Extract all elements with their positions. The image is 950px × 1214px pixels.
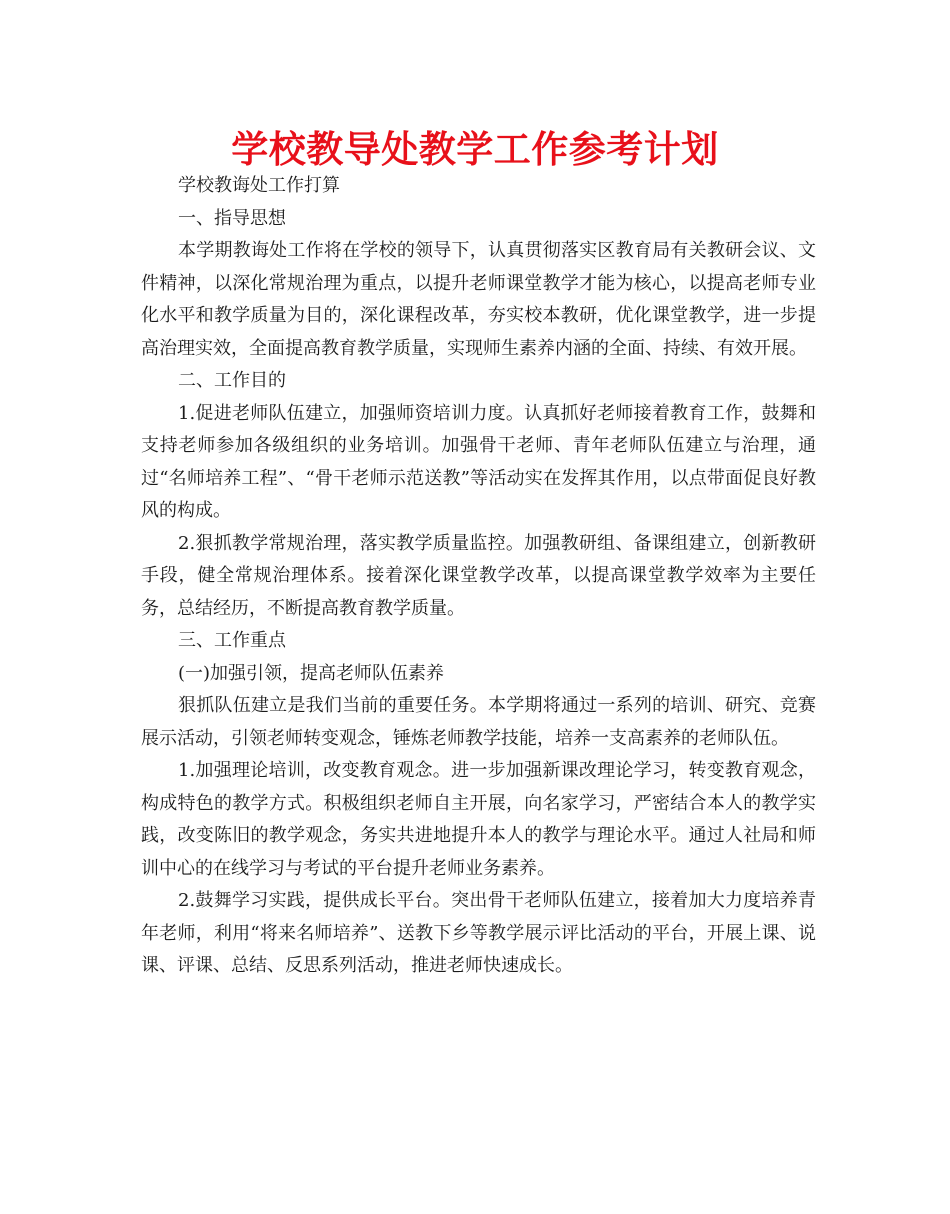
section-heading-work-goals: 二、工作目的: [178, 370, 286, 391]
paragraph: 狠抓队伍建立是我们当前的重要任务。本学期将通过一系列的培训、研究、竞赛展示活动，引领老师转变观念，锤炼老师教学技能，培养一支高素养的老师队伍。: [141, 695, 816, 749]
document-body: [141, 170, 816, 983]
paragraph: 2.鼓舞学习实践，提供成长平台。突出骨干老师队伍建立，接着加大力度培养青年老师，利用“将来名师培养”、送教下乡等教学展示评比活动的平台，开展上课、说课、评课、总结、反思系列活动，推进老师快速成长。: [141, 890, 816, 976]
paragraph: 2.狠抓教学常规治理，落实教学质量监控。加强教研组、备课组建立，创新教研手段，健全常规治理体系。接着深化课堂教学改革，以提高课堂教学效率为主要任务，总结经历，不断提高教育教学质量。: [141, 532, 816, 619]
document-title: 学校教导处教学工作参考计划: [231, 128, 719, 171]
paragraph: 本学期教诲处工作将在学校的领导下，认真贯彻落实区教育局有关教研会议、文件精神，以深化常规治理为重点，以提升老师课堂教学才能为核心，以提高老师专业化水平和教学质量为目的，深化课程改革，夯实校本教研，优化课堂教学，进一步提高治理实效，全面提高教育教学质量，实现师生素养内涵的全面、持续、有效开展。: [141, 240, 816, 359]
paragraph-subtitle: 学校教诲处工作打算: [178, 175, 340, 196]
paragraph: 1.加强理论培训，改变教育观念。进一步加强新课改理论学习，转变教育观念，构成特色的教学方式。积极组织老师自主开展，向名家学习，严密结合本人的教学实践，改变陈旧的教学观念，务实共进地提升本人的教学与理论水平。通过人社局和师训中心的在线学习与考试的平台提升老师业务素养。: [141, 760, 816, 879]
section-heading-work-focus: 三、工作重点: [178, 630, 286, 651]
section-heading-guiding-thought: 一、指导思想: [178, 207, 286, 229]
paragraph: 1.促进老师队伍建立，加强师资培训力度。认真抓好老师接着教育工作，鼓舞和支持老师参加各级组织的业务培训。加强骨干老师、青年老师队伍建立与治理，通过“名师培养工程”、“骨干老师示范送教”等活动实在发挥其作用，以点带面促良好教风的构成。: [141, 402, 816, 521]
subsection-heading: (一)加强引领，提高老师队伍素养: [178, 662, 445, 684]
